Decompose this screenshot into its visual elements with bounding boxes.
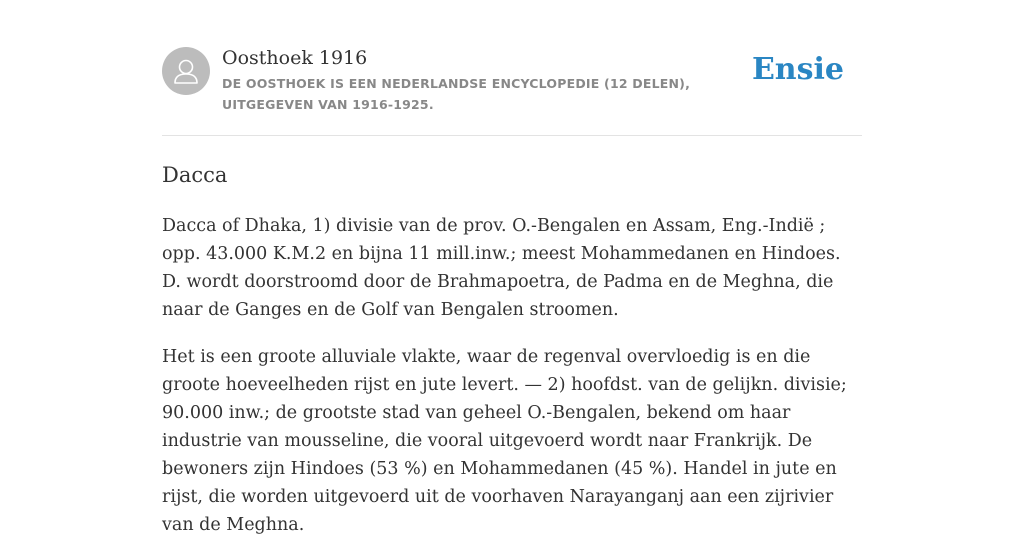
ensie-logo[interactable]: Ensie: [751, 52, 844, 87]
entry-paragraph: Dacca of Dhaka, 1) divisie van de prov. O.-Bengalen en Assam, Eng.-Indië ; opp. 43.000 K.M.2 en bijna 11 mill.inw.; meest Mohammedanen en Hindoes. D. wordt doorstroomd door de Brahmapoetra, de Padma en de Meghna, die naar de Ganges en de Golf van Bengalen stroomen.: [162, 216, 841, 320]
header-divider: [162, 135, 862, 136]
entry-body: [162, 212, 862, 558]
source-description: DE OOSTHOEK IS EEN NEDERLANDSE ENCYCLOPEDIE (12 DELEN), UITGEGEVEN VAN 1916-1925.: [222, 76, 691, 112]
user-silhouette-icon: [162, 47, 210, 95]
source-title[interactable]: Oosthoek 1916: [222, 47, 368, 69]
entry-title: Dacca: [162, 163, 228, 187]
source-header: [162, 46, 862, 116]
entry-paragraph: Het is een groote alluviale vlakte, waar de regenval overvloedig is en die groote hoeveelheden rijst en jute levert. — 2) hoofdst. van de gelijkn. divisie; 90.000 inw.; de grootste stad van geheel O.-Bengalen, bekend om haar industrie van mousseline, die vooral uitgevoerd wordt naar Frankrijk. De bewoners zijn Hindoes (53 %) en Mohammedanen (45 %). Handel in jute en rijst, die worden uitgevoerd uit de voorhaven Narayanganj aan een zijrivier van de Meghna.: [162, 347, 847, 535]
avatar[interactable]: [162, 47, 210, 95]
